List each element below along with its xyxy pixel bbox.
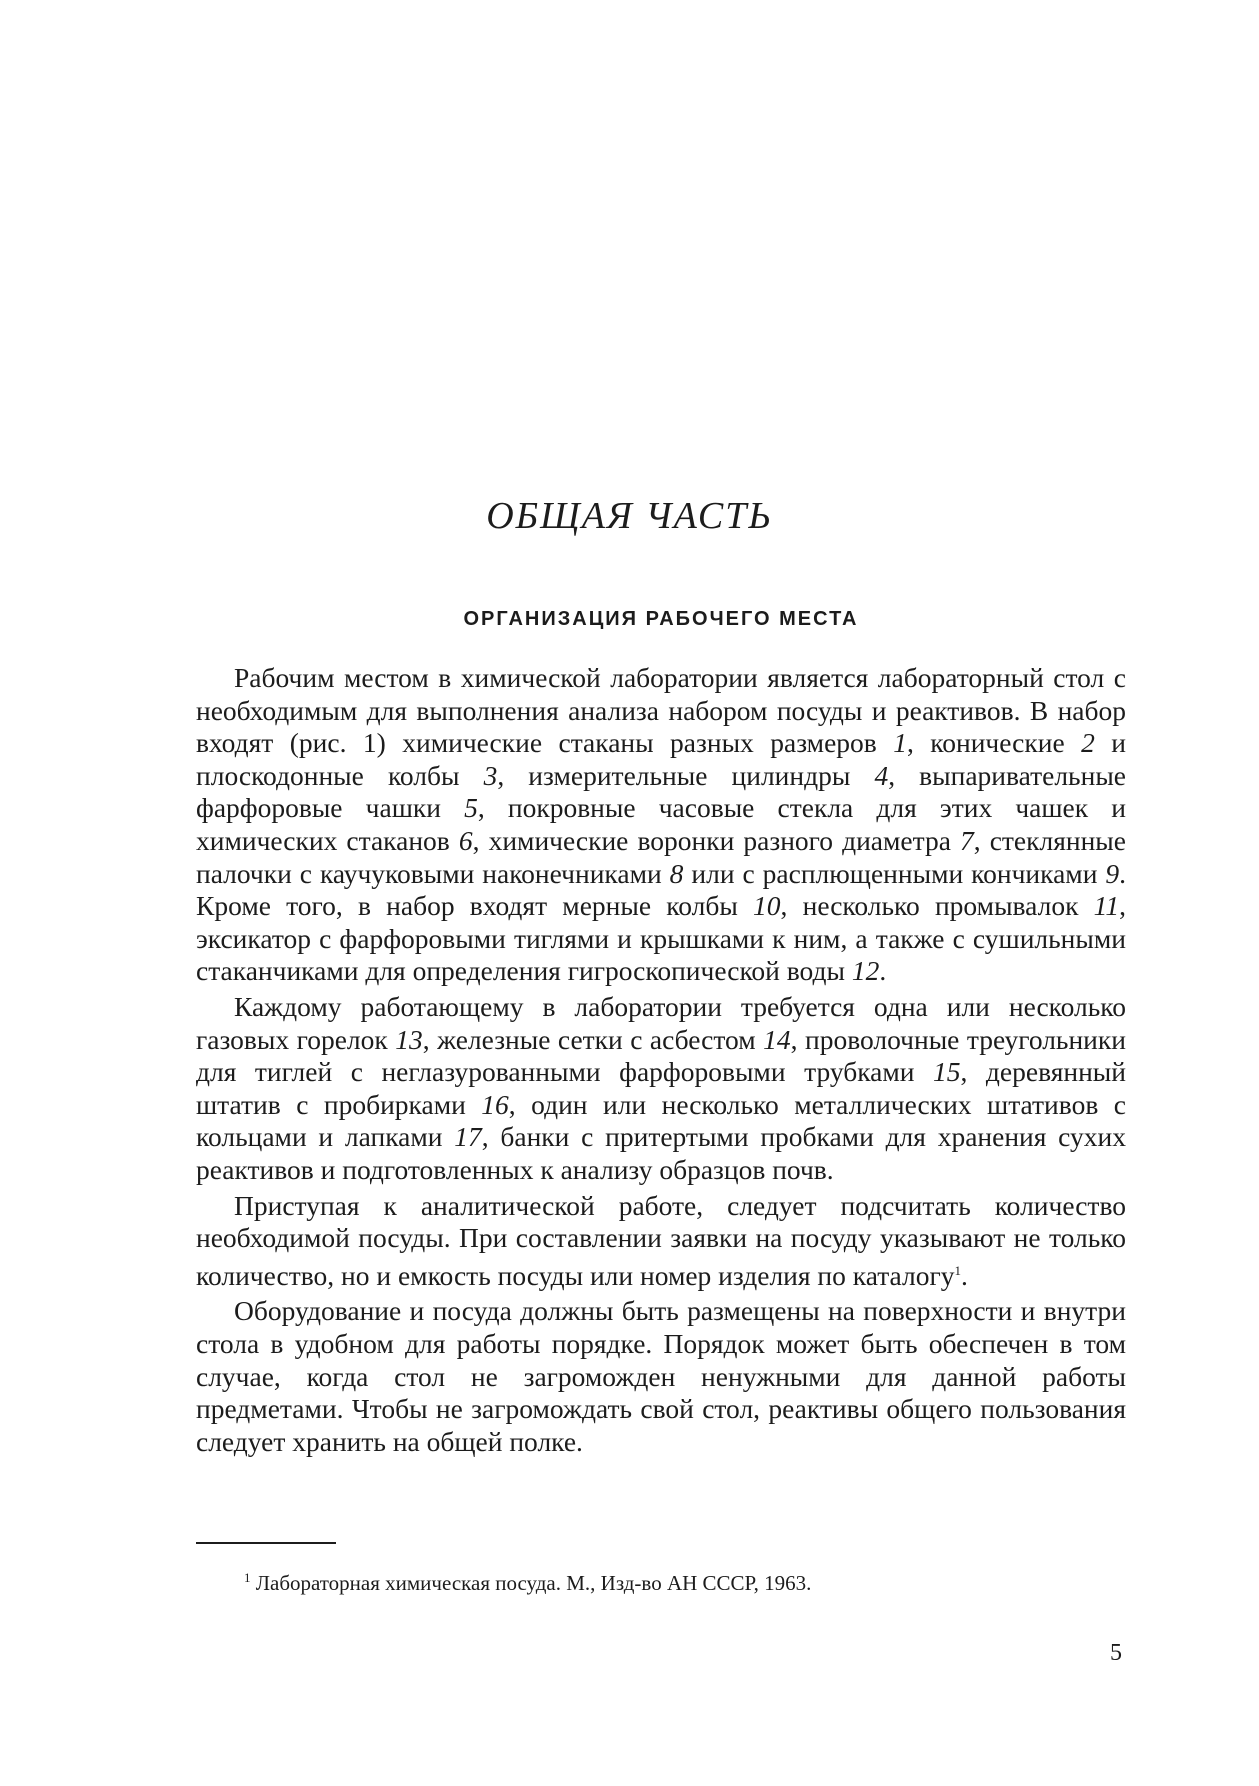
footnote	[244, 1570, 811, 1596]
text: , железные сетки с асбестом	[422, 1023, 764, 1055]
figure-ref: 2	[1081, 727, 1095, 759]
paragraph-3	[196, 1190, 1126, 1293]
figure-ref: 13	[395, 1023, 423, 1055]
paragraph-1	[196, 662, 1126, 988]
text: .	[879, 955, 887, 987]
text: Рабочим местом в химической лаборатории является лабораторный стол с необходимым для выполнения анализа набором посуды и реактивов. В набор входят (рис. 1) химические стаканы разных размеров	[196, 662, 1126, 759]
figure-ref: 6	[458, 824, 473, 856]
chapter-title: ОРГАНИЗАЦИЯ РАБОЧЕГО МЕСТА	[463, 608, 859, 630]
footnote-mark: 1	[244, 1570, 251, 1585]
figure-ref: 15	[933, 1056, 961, 1088]
text: , измерительные цилиндры	[497, 759, 875, 791]
text: и плоскодонные колбы	[196, 727, 1127, 791]
figure-ref: 1	[893, 727, 907, 759]
text: . Кроме того, в набор входят мерные колбы	[196, 857, 1127, 922]
figure-ref: 7	[960, 824, 974, 856]
text: , банки с притертыми пробками для хранения сухих реактивов и подготовленных к анализу образцов почв.	[196, 1121, 1126, 1185]
figure-ref: 9	[1105, 857, 1120, 889]
footnote-text: Лабораторная химическая посуда. М., Изд-во АН СССР, 1963.	[255, 1571, 812, 1595]
figure-ref: 12	[851, 955, 880, 987]
text: , стеклянные палочки с каучуковыми наконечниками	[196, 824, 1126, 889]
paragraph-2	[196, 991, 1126, 1187]
figure-ref: 8	[669, 857, 684, 889]
text: Оборудование и посуда должны быть размещены на поверхности и внутри стола в удобном для работы порядке. Порядок может быть обеспечен в том случае, когда стол не загроможден ненужными для данной работы предметами. Чтобы не загромождать свой стол, реактивы общего пользования следует хранить на общей полке.	[196, 1295, 1126, 1457]
text: , проволочные треугольники для тиглей с неглазурованными фарфоровыми трубками	[196, 1023, 1126, 1088]
page-number: 5	[1110, 1640, 1122, 1666]
figure-ref: 14	[763, 1023, 791, 1055]
paragraph-4	[196, 1295, 1126, 1458]
text: , один или несколько металлических штативов с кольцами и лапками	[196, 1088, 1126, 1153]
body-text	[196, 662, 1126, 1458]
figure-ref: 11	[1093, 890, 1120, 922]
text: , выпаривательные фарфоровые чашки	[196, 759, 1127, 824]
section-title: ОБЩАЯ ЧАСТЬ	[486, 495, 773, 537]
text: , деревянный штатив с пробирками	[196, 1056, 1126, 1120]
text: .	[961, 1259, 968, 1291]
footnote-reference: 1	[954, 1262, 962, 1278]
text: , покровные часовые стекла для этих чашек и химических стаканов	[196, 792, 1126, 856]
text: Приступая к аналитической работе, следует подсчитать количество необходимой посуды. При составлении заявки на посуду указывают не только количество, но и емкость посуды или номер изделия по каталогу	[196, 1189, 1126, 1291]
footnote-separator	[196, 1542, 336, 1544]
text: , химические воронки разного диаметра	[472, 824, 960, 856]
figure-ref: 4	[874, 759, 889, 791]
figure-ref: 5	[464, 792, 478, 824]
text: , несколько промывалок	[780, 890, 1094, 922]
figure-ref: 3	[483, 759, 498, 791]
figure-ref: 10	[753, 890, 781, 922]
figure-ref: 16	[481, 1088, 509, 1120]
text: , эксикатор с фарфоровыми тиглями и крышками к ним, а также с сушильными стаканчиками для определения гигроскопической воды	[196, 890, 1126, 987]
text: Каждому работающему в лаборатории требуется одна или несколько газовых горелок	[196, 990, 1126, 1055]
text: , конические	[906, 727, 1082, 759]
text: или с расплющенными кончиками	[683, 857, 1106, 889]
figure-ref: 17	[454, 1121, 482, 1153]
